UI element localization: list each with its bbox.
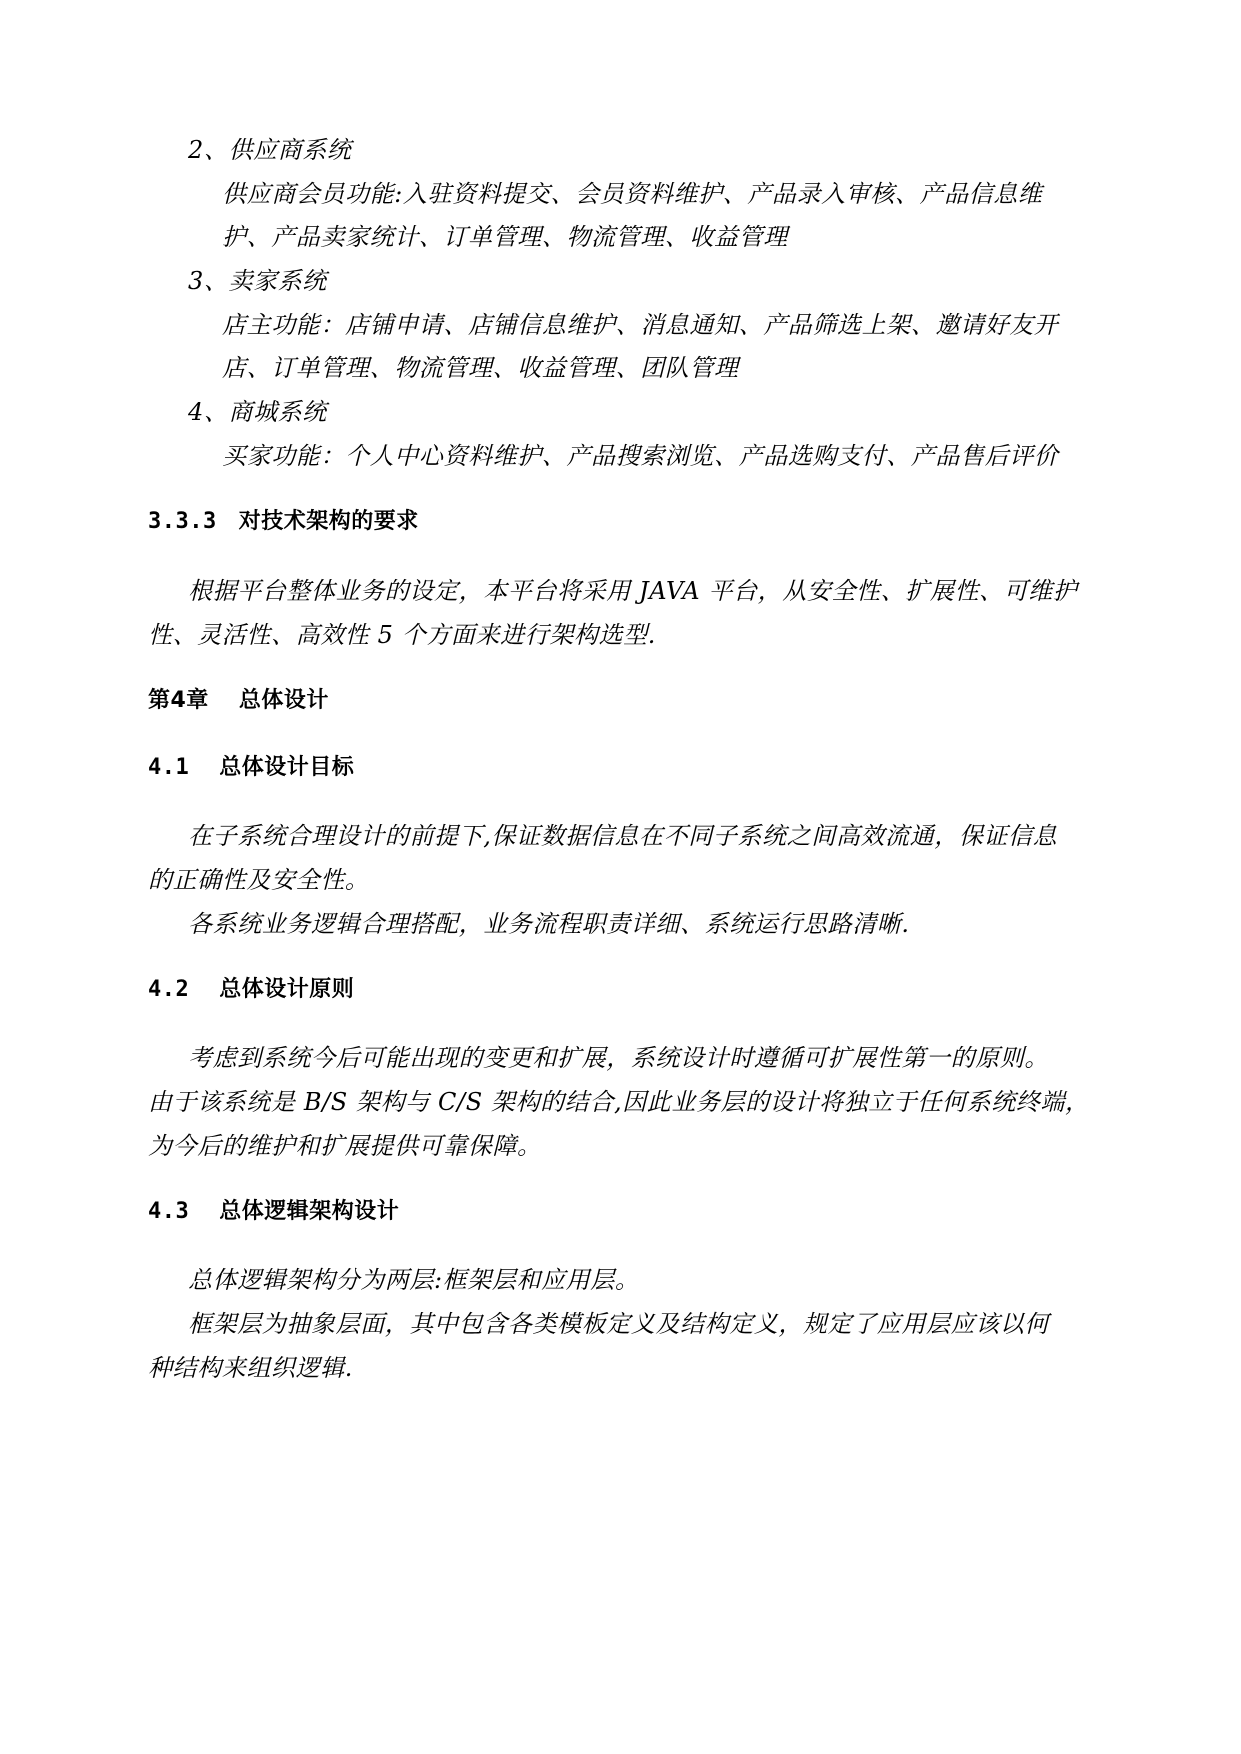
list-item-title: 3、卖家系统 [188,267,327,295]
chapter-number: 第4章 [148,688,209,713]
chapter-heading [148,685,329,717]
section-number: 3.3.3 [148,509,217,534]
paragraph-line: 框架层为抽象层面，其中包含各类模板定义及结构定义，规定了应用层应该以何 [188,1310,1049,1338]
section-number: 4.2 [148,977,190,1002]
section-number: 4.3 [148,1199,190,1224]
section-title: 总体设计原则 [219,977,355,1002]
section-title: 对技术架构的要求 [238,509,419,534]
paragraph-line: 由于该系统是 B/S 架构与 C/S 架构的结合,因此业务层的设计将独立于任何系统终端， [148,1088,1090,1116]
paragraph-line: 店主功能：店铺申请、店铺信息维护、消息通知、产品筛选上架、邀请好友开 [222,311,1059,339]
paragraph-line: 的正确性及安全性。 [148,866,370,894]
paragraph-line: 买家功能：个人中心资料维护、产品搜索浏览、产品选购支付、产品售后评价 [222,442,1059,470]
section-heading [148,1196,399,1228]
section-title: 总体设计目标 [219,755,355,780]
paragraph-line: 根据平台整体业务的设定，本平台将采用 JAVA 平台，从安全性、扩展性、可维护 [188,577,1078,605]
paragraph-line: 种结构来组织逻辑. [148,1354,354,1382]
chapter-title: 总体设计 [238,688,329,713]
list-item-title: 2、供应商系统 [188,136,352,164]
paragraph-line: 性、灵活性、高效性 5 个方面来进行架构选型. [148,621,656,649]
paragraph-line: 各系统业务逻辑合理搭配，业务流程职责详细、系统运行思路清晰. [188,910,910,938]
paragraph-line: 店、订单管理、物流管理、收益管理、团队管理 [222,354,739,382]
paragraph-line: 总体逻辑架构分为两层:框架层和应用层。 [188,1266,640,1294]
paragraph-line: 在子系统合理设计的前提下,保证数据信息在不同子系统之间高效流通，保证信息 [188,822,1058,850]
list-item-title: 4、商城系统 [188,398,327,426]
section-heading [148,752,354,784]
section-heading [148,974,354,1006]
section-number: 4.1 [148,755,190,780]
paragraph-line: 护、产品卖家统计、订单管理、物流管理、收益管理 [222,223,788,251]
paragraph-line: 考虑到系统今后可能出现的变更和扩展，系统设计时遵循可扩展性第一的原则。 [188,1044,1049,1072]
paragraph-line: 供应商会员功能:入驻资料提交、会员资料维护、产品录入审核、产品信息维 [222,180,1043,208]
section-title: 总体逻辑架构设计 [219,1199,400,1224]
paragraph-line: 为今后的维护和扩展提供可靠保障。 [148,1132,542,1160]
section-heading [148,506,419,538]
